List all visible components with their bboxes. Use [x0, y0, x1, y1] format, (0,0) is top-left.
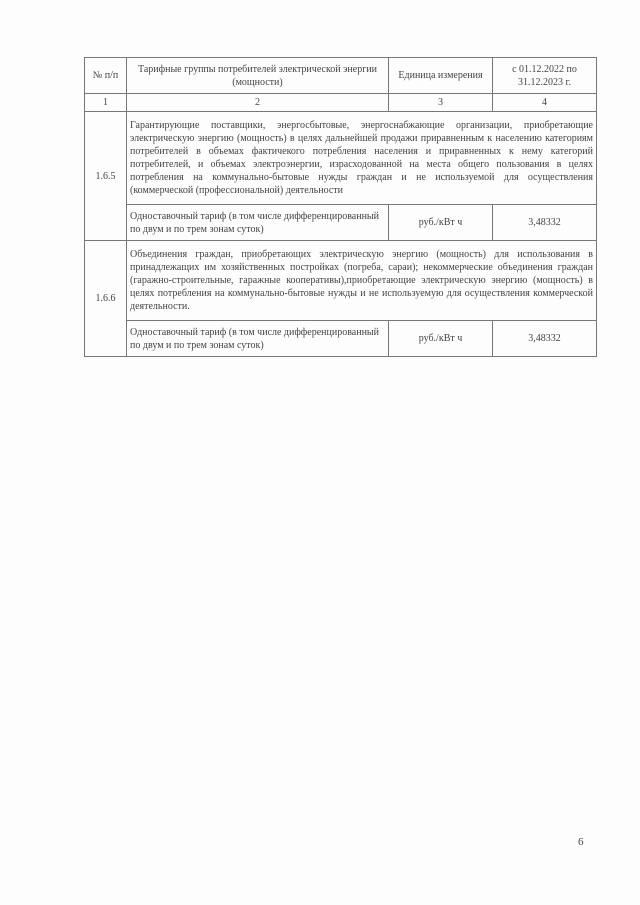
tariff-table [84, 57, 597, 357]
header-period: с 01.12.2022 по 31.12.2023 г. [493, 58, 597, 94]
column-number: 1 [85, 94, 127, 112]
column-number: 3 [389, 94, 493, 112]
column-number: 4 [493, 94, 597, 112]
table-row [85, 112, 597, 205]
tariff-value: 3,48332 [493, 321, 597, 357]
tariff-unit: руб./кВт ч [389, 321, 493, 357]
table-row [85, 241, 597, 321]
table-header-row [85, 58, 597, 94]
table-row [85, 205, 597, 241]
tariff-unit: руб./кВт ч [389, 205, 493, 241]
column-number-row [85, 94, 597, 112]
consumer-group-description: Объединения граждан, приобретающих электрическую энергию (мощность) для использования в принадлежащих им хозяйственных постройках (погреба, сараи); некоммерческие объединения граждан (гаражно-строительные, гаражные кооперативы),приобретающие электрическую энергию (мощность) в целях потребления на коммунально-бытовые нужды и не используемую для осуществления коммерческой деятельности. [127, 241, 597, 321]
tariff-name: Одноставочный тариф (в том числе дифференцированный по двум и по трем зонам суток) [127, 205, 389, 241]
consumer-group-description: Гарантирующие поставщики, энергосбытовые, энергоснабжающие организации, приобретающие электрическую энергию (мощность) в целях дальнейшей продажи приравненным к населению категориям потребителей в объемах фактичекого потребления населения и приравненных к нему категорий потребителей, и объемах электроэнергии, израсходованной на места общего пользования в целях потребления на коммунально-бытовые нужды граждан и не используемой для осуществления (коммерческой (профессиональной) деятельности [127, 112, 597, 205]
page-number: 6 [578, 836, 584, 848]
header-num: № п/п [85, 58, 127, 94]
header-tariff-groups: Тарифные группы потребителей электрической энергии (мощности) [127, 58, 389, 94]
tariff-value: 3,48332 [493, 205, 597, 241]
column-number: 2 [127, 94, 389, 112]
header-unit: Единица измерения [389, 58, 493, 94]
tariff-name: Одноставочный тариф (в том числе дифференцированный по двум и по трем зонам суток) [127, 321, 389, 357]
row-number: 1.6.5 [85, 112, 127, 241]
table-row [85, 321, 597, 357]
row-number: 1.6.6 [85, 241, 127, 357]
